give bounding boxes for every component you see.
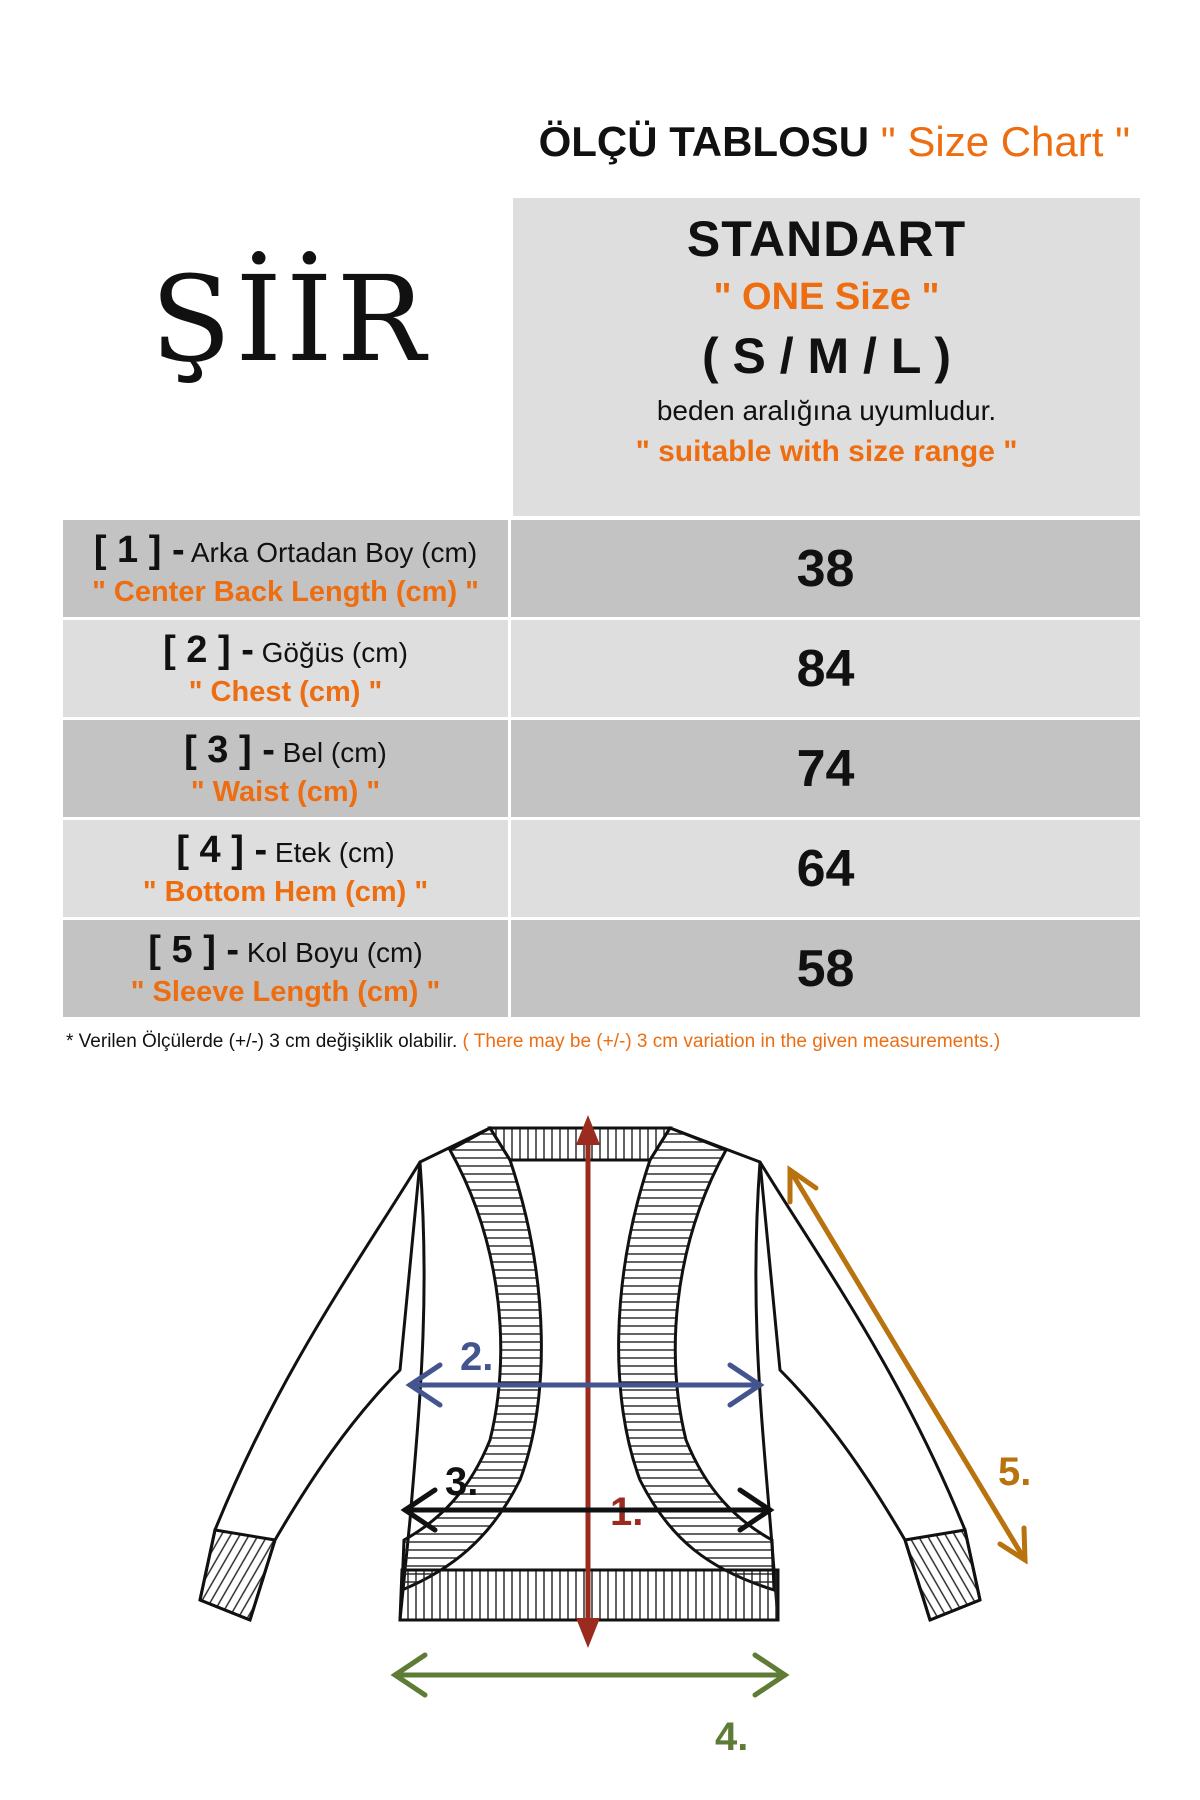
standard-label: STANDART — [686, 211, 967, 267]
label-5: 5. — [998, 1450, 1032, 1494]
table-row — [63, 620, 1140, 717]
row-label — [63, 920, 508, 1017]
note-english: ( There may be (+/-) 3 cm variation in the given measurements.) — [462, 1031, 1001, 1052]
measurement-hem — [395, 1655, 785, 1695]
row-label — [63, 620, 508, 717]
row-label-english: " Sleeve Length (cm) " — [130, 975, 441, 1008]
range-note-english: " suitable with size range " — [635, 435, 1018, 468]
row-value: 38 — [511, 520, 1140, 617]
tolerance-note — [66, 1031, 1000, 1053]
row-label-turkish: Bel (cm) — [282, 736, 387, 768]
label-1: 1. — [610, 1490, 644, 1534]
row-label-english: " Bottom Hem (cm) " — [142, 875, 429, 908]
size-range: ( S / M / L ) — [701, 328, 952, 384]
row-index: [ 3 ] - — [184, 728, 275, 771]
row-label-english: " Center Back Length (cm) " — [92, 575, 479, 608]
label-2: 2. — [460, 1335, 494, 1379]
title-turkish: ÖLÇÜ TABLOSU — [538, 118, 870, 165]
row-value: 84 — [511, 620, 1140, 717]
range-note-turkish: beden aralığına uyumludur. — [656, 395, 997, 426]
row-label — [63, 820, 508, 917]
row-value: 74 — [511, 720, 1140, 817]
label-3: 3. — [445, 1460, 479, 1504]
row-index: [ 4 ] - — [176, 828, 268, 871]
size-chart-title — [0, 118, 1130, 166]
table-row — [63, 920, 1140, 1017]
standard-size-box — [513, 198, 1140, 516]
table-row — [63, 520, 1140, 617]
cardigan-measurement-diagram — [110, 1100, 1110, 1780]
note-turkish: * Verilen Ölçülerde (+/-) 3 cm değişiklik olabilir. — [66, 1031, 458, 1052]
one-size-label: " ONE Size " — [713, 276, 940, 318]
measurement-table — [63, 520, 1140, 1020]
row-label-turkish: Kol Boyu (cm) — [246, 936, 423, 968]
right-cuff — [905, 1530, 980, 1620]
left-cuff — [200, 1530, 275, 1620]
row-label-english: " Waist (cm) " — [190, 775, 381, 808]
row-label — [63, 720, 508, 817]
row-label-turkish: Göğüs (cm) — [261, 636, 408, 668]
row-index: [ 2 ] - — [163, 628, 254, 671]
title-english: " Size Chart " — [880, 118, 1130, 165]
row-label-turkish: Arka Ortadan Boy (cm) — [190, 536, 478, 568]
brand-logo: ŞİİR — [150, 250, 430, 388]
row-index: [ 5 ] - — [148, 928, 240, 971]
table-row — [63, 820, 1140, 917]
row-value: 58 — [511, 920, 1140, 1017]
row-value: 64 — [511, 820, 1140, 917]
row-index: [ 1 ] - — [93, 528, 185, 571]
table-row — [63, 720, 1140, 817]
row-label-turkish: Etek (cm) — [274, 836, 395, 868]
row-label-english: " Chest (cm) " — [188, 675, 383, 708]
row-label — [63, 520, 508, 617]
label-4: 4. — [715, 1715, 749, 1759]
